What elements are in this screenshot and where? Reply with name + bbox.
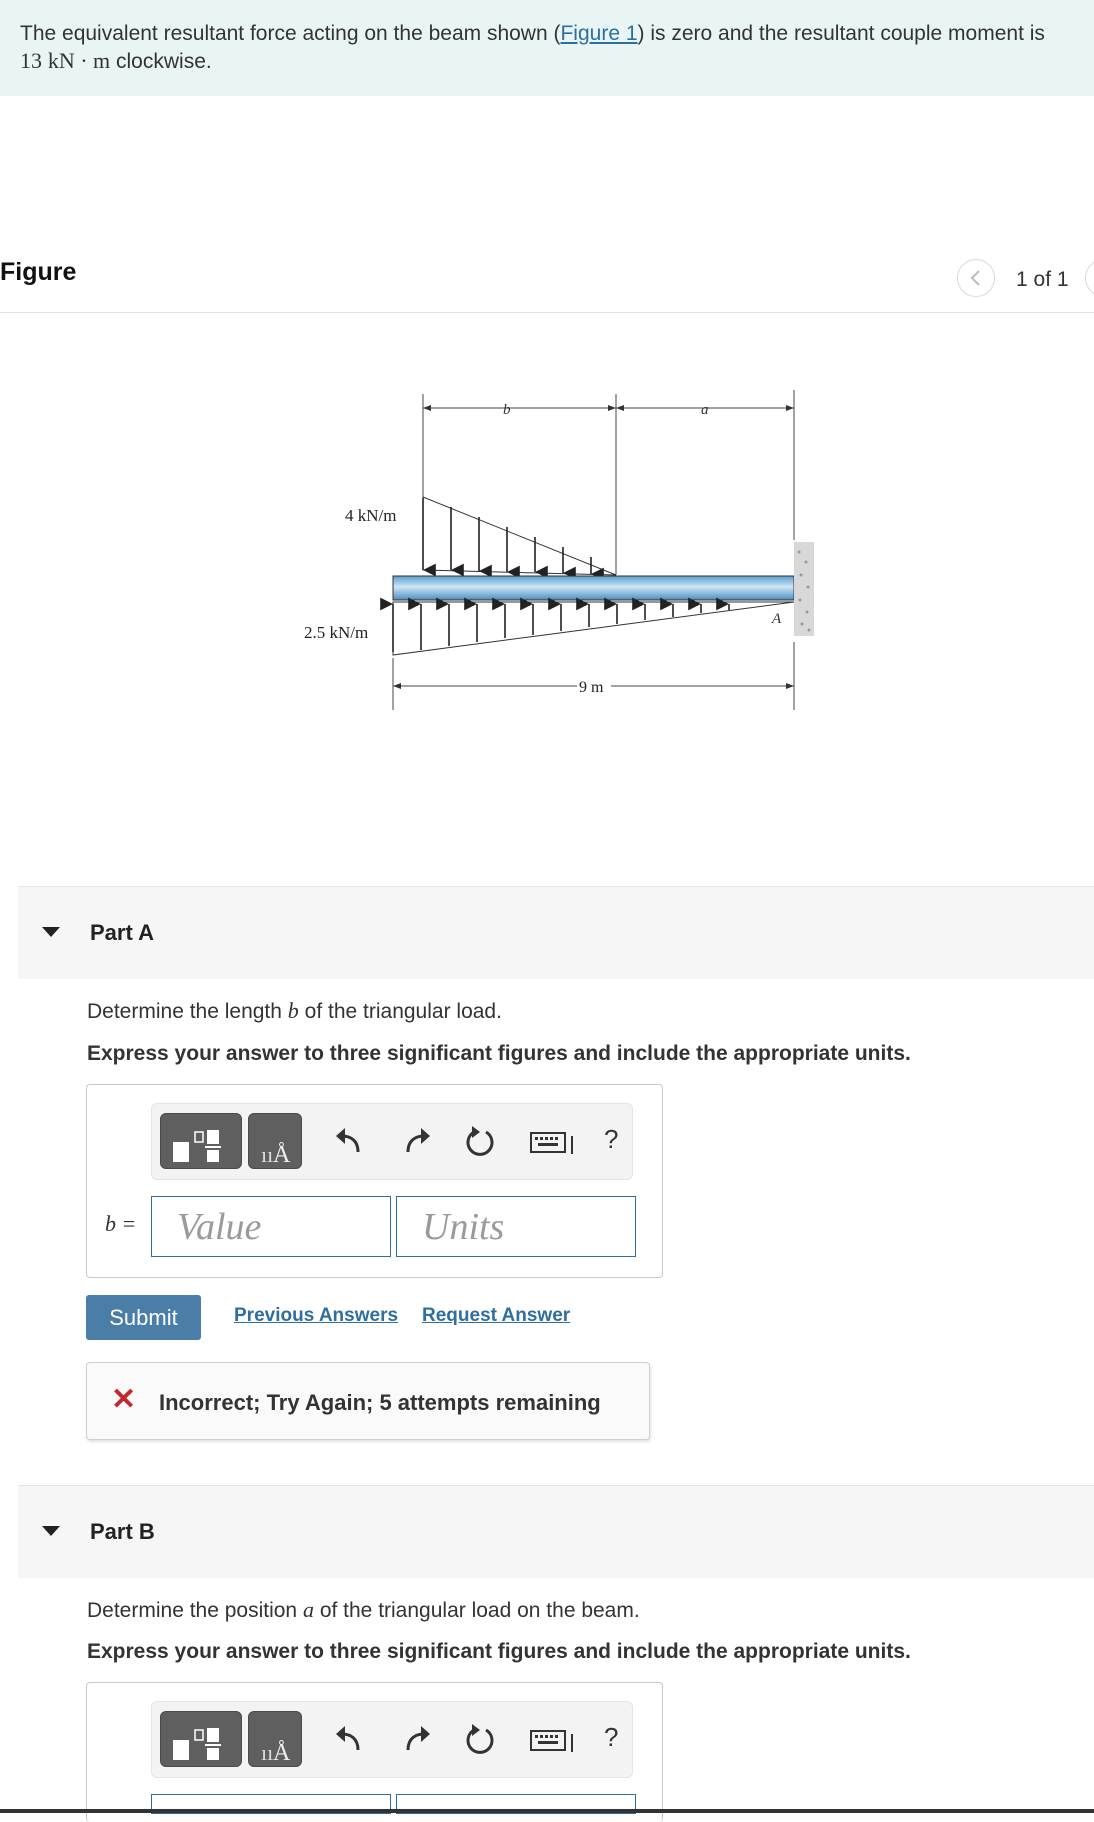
wall-support (794, 542, 814, 636)
undo-icon[interactable] (334, 1124, 364, 1158)
part-a-answer-box (86, 1084, 663, 1278)
figure-link[interactable]: Figure 1 (560, 22, 638, 45)
previous-figure-button[interactable] (957, 259, 995, 297)
question-text-end: of the triangular load on the beam. (319, 1599, 640, 1622)
feedback-text: Incorrect; Try Again; 5 attempts remaining (159, 1390, 601, 1415)
part-a-title: Part A (90, 920, 154, 945)
problem-statement (0, 0, 1094, 96)
top-triangular-load (423, 497, 616, 575)
fraction-template-icon (161, 1712, 243, 1768)
label-support-a: A (772, 611, 782, 627)
previous-answers-link[interactable]: Previous Answers (234, 1305, 399, 1326)
label-a: a (701, 402, 709, 418)
part-b-title: Part B (90, 1519, 155, 1544)
part-a-question (87, 998, 502, 1024)
symbol-angstrom-icon (249, 1114, 303, 1170)
question-text: Determine the length (87, 1000, 282, 1023)
label-top-load: 4 kN/m (345, 506, 397, 525)
reset-icon[interactable] (464, 1722, 498, 1758)
beam-figure (290, 380, 830, 720)
bottom-triangular-load (393, 602, 794, 655)
question-text-end: of the triangular load. (304, 1000, 502, 1023)
part-a-header[interactable] (18, 886, 1094, 979)
top-load-arrows (423, 498, 591, 574)
value-input[interactable]: Value (151, 1196, 391, 1257)
moment-units: kN · m (47, 48, 111, 73)
part-b-question (87, 1597, 640, 1623)
svg-text:ıı: ıı (261, 1740, 274, 1765)
request-answer-link[interactable]: Request Answer (422, 1305, 571, 1326)
divider (0, 312, 1094, 313)
templates-button[interactable] (160, 1711, 242, 1767)
templates-button[interactable] (160, 1113, 242, 1169)
svg-text:Å: Å (273, 1142, 291, 1168)
help-button[interactable]: ? (604, 1124, 619, 1154)
undo-icon[interactable] (334, 1722, 364, 1756)
problem-text: The equivalent resultant force acting on the beam shown ( (20, 22, 561, 45)
math-toolbar (151, 1701, 633, 1778)
reset-icon[interactable] (464, 1124, 498, 1160)
label-b: b (503, 402, 511, 418)
submit-button[interactable]: Submit (86, 1295, 201, 1340)
redo-icon[interactable] (402, 1124, 432, 1158)
question-variable: a (302, 1597, 314, 1622)
symbols-button[interactable] (248, 1113, 302, 1169)
figure-count: 1 of 1 (1016, 268, 1069, 291)
symbols-button[interactable] (248, 1711, 302, 1767)
redo-icon[interactable] (402, 1722, 432, 1756)
caret-down-icon (42, 1526, 60, 1536)
question-text: Determine the position (87, 1599, 298, 1622)
label-span: 9 m (579, 679, 604, 696)
caret-down-icon (42, 927, 60, 937)
beam (393, 576, 794, 600)
part-a-instruction: Express your answer to three significant figures and include the appropriate units. (87, 1042, 911, 1065)
label-bottom-load: 2.5 kN/m (304, 623, 369, 642)
svg-text:ıı: ıı (261, 1142, 274, 1167)
part-b-answer-box (86, 1682, 663, 1822)
next-figure-button[interactable] (1085, 259, 1094, 297)
feedback-message (86, 1362, 650, 1440)
figure-title: Figure (0, 258, 77, 286)
problem-text-middle: ) is zero and the resultant couple moment is (637, 22, 1045, 45)
error-x-icon: ✕ (111, 1383, 137, 1416)
chevron-left-icon (969, 269, 983, 287)
units-input[interactable]: Units (396, 1196, 636, 1257)
part-b-header[interactable] (18, 1485, 1094, 1578)
moment-value: 13 (20, 48, 42, 73)
bottom-border (0, 1809, 1094, 1813)
help-button[interactable]: ? (604, 1722, 619, 1752)
var-label-text: b = (105, 1211, 137, 1236)
symbol-angstrom-icon (249, 1712, 303, 1768)
problem-text-end: clockwise. (116, 50, 212, 73)
math-toolbar (151, 1103, 633, 1180)
keyboard-icon[interactable] (530, 1130, 576, 1156)
fraction-template-icon (161, 1114, 243, 1170)
question-variable: b (287, 998, 299, 1023)
bottom-load-arrows (393, 604, 729, 652)
answer-variable-label (105, 1211, 136, 1237)
svg-text:Å: Å (273, 1740, 291, 1766)
keyboard-icon[interactable] (530, 1728, 576, 1754)
part-b-instruction: Express your answer to three significant figures and include the appropriate units. (87, 1640, 911, 1663)
